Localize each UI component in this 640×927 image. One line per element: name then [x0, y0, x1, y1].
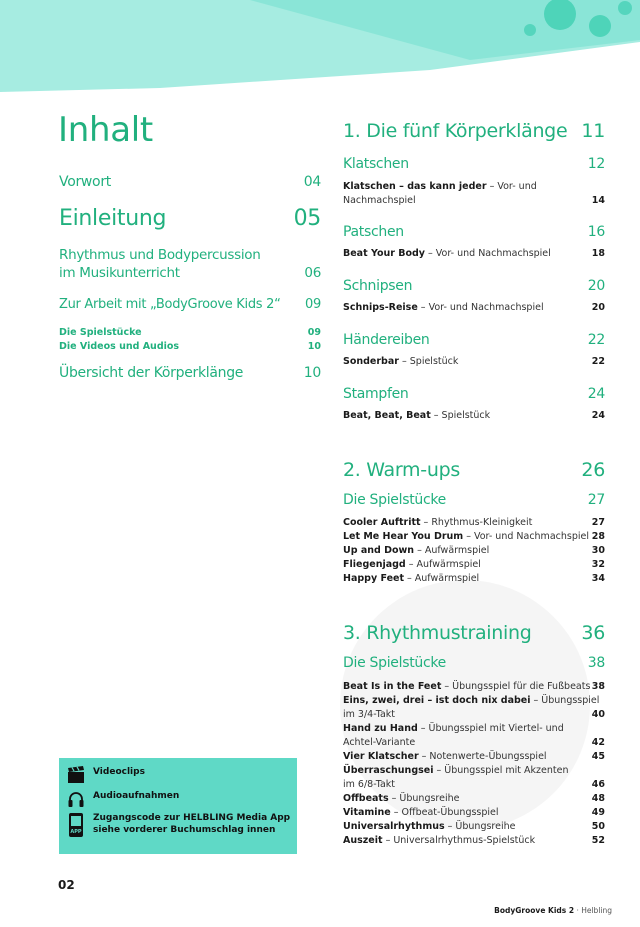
media-legend: [59, 758, 297, 854]
toc-item[interactable]: Sonderbar – Spielstück 22: [343, 356, 605, 367]
toc-item[interactable]: Hand zu Hand – Übungsspiel mit Viertel- und Achtel-Variante 42: [343, 723, 605, 748]
toc-entry-einleitung[interactable]: Einleitung 05: [59, 206, 321, 231]
toc-item[interactable]: Eins, zwei, drei – ist doch nix dabei – Übungsspiel im 3/4-Takt 40: [343, 695, 605, 720]
toc-entry-vorwort[interactable]: Vorwort 04: [59, 174, 321, 190]
chapter-3-heading[interactable]: 3. Rhythmustraining 36: [343, 622, 605, 644]
section-klatschen[interactable]: Klatschen 12: [343, 156, 605, 172]
toc-item[interactable]: Up and Down – Aufwärmspiel 30: [343, 545, 605, 556]
app-phone-icon: [67, 812, 85, 838]
legend-video: Videoclips: [67, 766, 145, 784]
toc-item[interactable]: Klatschen – das kann jeder – Vor- und Nachmachspiel 14: [343, 181, 605, 206]
section-spielstuecke-3[interactable]: Die Spielstücke 38: [343, 655, 605, 671]
toc-item[interactable]: Let Me Hear You Drum – Vor- und Nachmachspiel 28: [343, 531, 605, 542]
chapter-2-list: [343, 516, 605, 586]
legend-app: APP Zugangscode zur HELBLING Media App siehe vorderer Buchumschlag innen: [67, 812, 290, 838]
toc-item[interactable]: Cooler Auftritt – Rhythmus-Kleinigkeit 27: [343, 517, 605, 528]
section-stampfen[interactable]: Stampfen 24: [343, 386, 605, 402]
section-haendereiben[interactable]: Händereiben 22: [343, 332, 605, 348]
toc-title: Inhalt: [58, 110, 153, 150]
toc-entry-uebersicht[interactable]: Übersicht der Körperklänge 10: [59, 365, 321, 381]
toc-item[interactable]: Beat Is in the Feet – Übungsspiel für die Fußbeats 38: [343, 681, 605, 692]
toc-item[interactable]: Vitamine – Offbeat-Übungsspiel 49: [343, 807, 605, 818]
chapter-1-heading[interactable]: 1. Die fünf Körperklänge 11: [343, 120, 605, 142]
section-patschen[interactable]: Patschen 16: [343, 224, 605, 240]
toc-item[interactable]: Vier Klatscher – Notenwerte-Übungsspiel 45: [343, 751, 605, 762]
toc-item[interactable]: Überraschungsei – Übungsspiel mit Akzenten im 6/8-Takt 46: [343, 765, 605, 790]
toc-item[interactable]: Schnips-Reise – Vor- und Nachmachspiel 20: [343, 302, 605, 313]
chapter-2-heading[interactable]: 2. Warm-ups 26: [343, 459, 605, 481]
toc-item[interactable]: Offbeats – Übungsreihe 48: [343, 793, 605, 804]
toc-item[interactable]: Universalrhythmus – Übungsreihe 50: [343, 821, 605, 832]
toc-entry-videos[interactable]: Die Videos und Audios 10: [59, 341, 321, 352]
footer-credit: BodyGroove Kids 2 · Helbling: [494, 906, 612, 915]
toc-entry-rhythmus[interactable]: Rhythmus und Bodypercussion im Musikunterricht 06: [59, 247, 321, 281]
section-spielstuecke-2[interactable]: Die Spielstücke 27: [343, 492, 605, 508]
toc-entry-spielstuecke[interactable]: Die Spielstücke 09: [59, 327, 321, 338]
legend-audio: Audioaufnahmen: [67, 790, 179, 808]
top-banner: [0, 0, 640, 92]
video-clapper-icon: [67, 766, 85, 784]
toc-item[interactable]: Beat Your Body – Vor- und Nachmachspiel 18: [343, 248, 605, 259]
toc-item[interactable]: Auszeit – Universalrhythmus-Spielstück 52: [343, 835, 605, 846]
toc-item[interactable]: Beat, Beat, Beat – Spielstück 24: [343, 410, 605, 421]
headphones-icon: [67, 790, 85, 808]
page-number: 02: [58, 878, 75, 892]
svg-text:APP: APP: [70, 829, 82, 835]
toc-entry-arbeit[interactable]: Zur Arbeit mit „BodyGroove Kids 2“ 09: [59, 297, 321, 312]
chapter-3-list: [343, 680, 605, 848]
section-schnipsen[interactable]: Schnipsen 20: [343, 278, 605, 294]
toc-item[interactable]: Fliegenjagd – Aufwärmspiel 32: [343, 559, 605, 570]
toc-item[interactable]: Happy Feet – Aufwärmspiel 34: [343, 573, 605, 584]
